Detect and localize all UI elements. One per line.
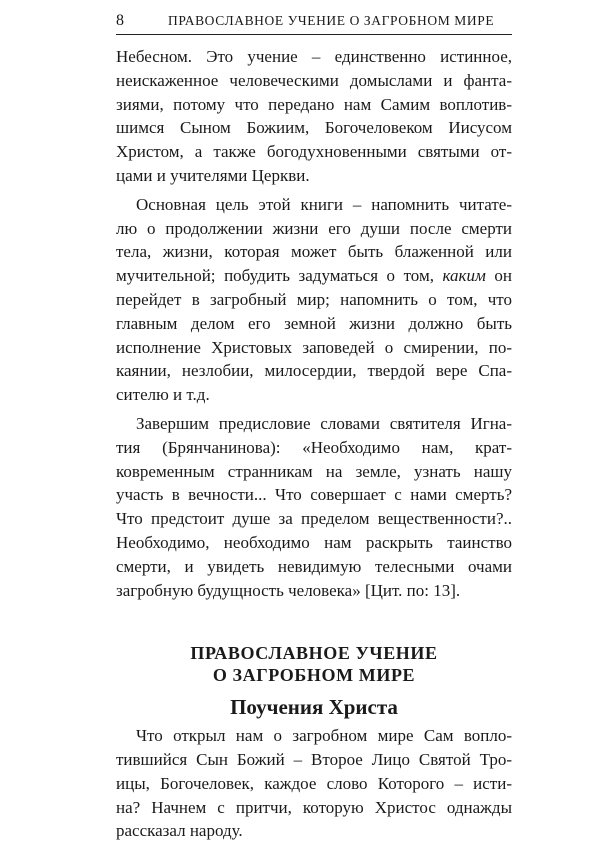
text-line: смерти, и увидеть невидимую телесными очами: [116, 556, 512, 576]
text-line: Небесном. Это учение – единственно истинное,: [116, 47, 512, 66]
text-line: Основная цель этой книги – напомнить читате-: [136, 194, 512, 214]
page-number: 8: [116, 12, 124, 29]
text-line: тившийся Сын Божий – Второе Лицо Святой Тро-: [116, 749, 512, 769]
text-segment: он: [485, 266, 512, 286]
section-heading: [116, 642, 512, 686]
book-page: [116, 0, 512, 843]
text-line: участь в вечности... Что совершает с нами смерть?: [116, 485, 512, 505]
text-line: Завершим предисловие словами святителя Игна-: [136, 413, 512, 433]
text-segment: мучительной; побудить задуматься о том,: [116, 266, 443, 286]
text-line: исполнение Христовых заповедей о смирении, по-: [116, 337, 512, 357]
text-line: шимся Сыном Божиим, Богочеловеком Иисусом: [116, 118, 512, 138]
text-line: каянии, незлобии, милосердии, твердой вере Спа-: [116, 361, 512, 381]
text-line: лю о продолжении жизни его души после смерти: [116, 218, 512, 238]
text-line: Христом, а также богодухновенными святыми от-: [116, 142, 512, 162]
running-title: ПРАВОСЛАВНОЕ УЧЕНИЕ О ЗАГРОБНОМ МИРЕ: [168, 13, 495, 28]
text-line: [116, 264, 512, 288]
text-line: ковременным странникам на земле, узнать нашу: [116, 461, 512, 481]
section-heading-line: О ЗАГРОБНОМ МИРЕ: [212, 665, 416, 686]
text-line: перейдет в загробный мир; напомнить о том, что: [116, 289, 512, 309]
text-line: загробную будущность человека» [Цит. по: 13].: [116, 580, 461, 600]
text-line: рассказал народу.: [116, 821, 243, 841]
text-line: зиями, потому что передано нам Самим воплотив-: [116, 94, 512, 114]
text-line: сителю и т.д.: [116, 385, 210, 405]
emphasis-word: каким: [442, 266, 486, 286]
text-line: на? Начнем с притчи, которую Христос однажды: [116, 797, 512, 817]
text-line: Необходимо, необходимо нам раскрыть таинство: [116, 532, 512, 552]
text-line: тела, жизни, которая может быть блаженной или: [116, 242, 512, 262]
text-line: Что предстоит душе за пределом вещественности?..: [116, 509, 512, 529]
paragraph-1: [116, 45, 512, 188]
paragraph-2: [116, 193, 512, 407]
text-line: ицы, Богочеловек, каждое слово Которого – исти-: [116, 773, 512, 793]
running-header: [116, 0, 512, 35]
paragraph-3: [116, 412, 512, 602]
text-line: неискаженное человеческими домыслами и фанта-: [116, 70, 512, 90]
page-body: [116, 45, 512, 843]
text-line: тия (Брянчанинова): «Необходимо нам, крат-: [116, 437, 512, 457]
text-line: цами и учителями Церкви.: [116, 165, 310, 185]
section-heading-line: ПРАВОСЛАВНОЕ УЧЕНИЕ: [190, 643, 438, 664]
text-line: Что открыл нам о загробном мире Сам вопло-: [136, 726, 512, 746]
paragraph-4: [116, 724, 512, 843]
text-line: главным делом его земной жизни должно быть: [116, 313, 512, 333]
subsection-heading: Поучения Христа: [230, 695, 398, 720]
